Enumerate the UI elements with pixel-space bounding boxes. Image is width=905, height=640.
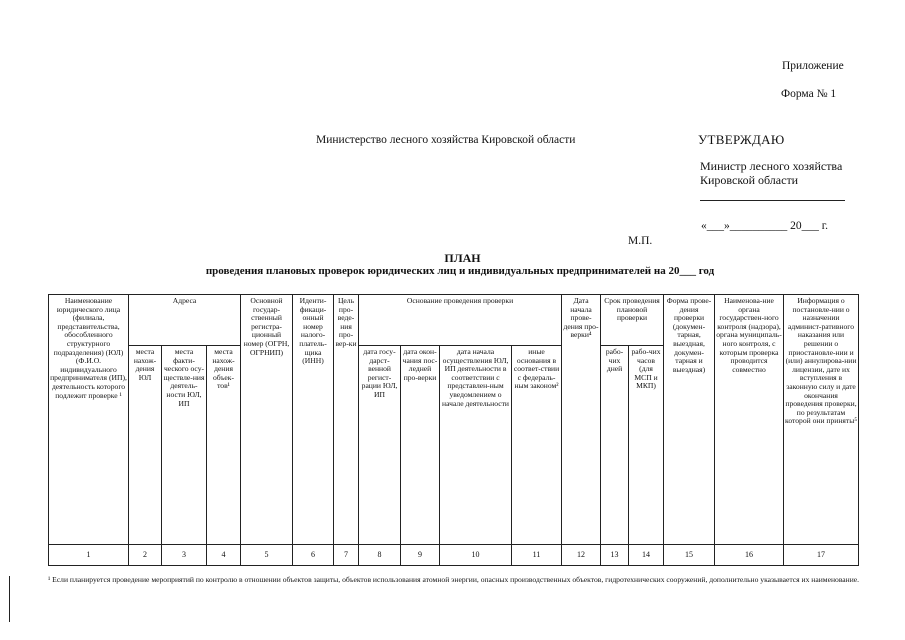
seal-place-label: М.П. — [628, 235, 653, 247]
col-header-inn: Иденти-фикаци-онный номер налого-платель-щика (ИНН) — [293, 295, 334, 545]
col-header-ogrn: Основной государ-ственный регистра-ционный номер (ОГРН, ОГРНИП) — [241, 295, 293, 545]
col-header-other-basis: иные основания в соответ-ствии с федераль-ным законом² — [512, 346, 562, 545]
approval-date-line: «___»__________ 20___ г. — [701, 220, 829, 232]
col-header-activity-start-date: дата начала осуществления ЮЛ, ИП деятельности в соответствии с представлен-ным уведомлением о начале деятельности — [440, 346, 512, 545]
column-number: 4 — [207, 545, 241, 566]
col-header-penalty-info: Информация о постановле-нии о назначении админист-ративного наказания или решении о приостановле-нии и (или) аннулирова-нии лицензии, дате их вступления в законную силу и дате окончания проведения проверки, по результатам которой они приняты⁵ — [784, 295, 859, 545]
column-number: 6 — [293, 545, 334, 566]
col-header-purpose: Цель про-веде-ния про-вер-ки — [334, 295, 359, 545]
col-header-entity-name: Наименование юридического лица (филиала, представительства, обособленного структурного подразделения) (ЮЛ) (Ф.И.О. индивидуального предпринимателя (ИП), деятельность которого подлежит проверке ¹ — [49, 295, 129, 545]
column-number: 11 — [512, 545, 562, 566]
plan-subtitle: проведения плановых проверок юридических лиц и индивидуальных предпринимателей на 20___ год — [205, 265, 715, 277]
approval-heading: УТВЕРЖДАЮ — [698, 132, 785, 147]
column-number: 16 — [715, 545, 784, 566]
column-number: 2 — [129, 545, 162, 566]
column-number: 14 — [629, 545, 664, 566]
approver-title-line1: Министр лесного хозяйства — [700, 159, 843, 173]
column-number: 10 — [440, 545, 512, 566]
col-header-term: Срок проведения плановой проверки — [601, 295, 664, 346]
column-number: 5 — [241, 545, 293, 566]
column-number: 15 — [664, 545, 715, 566]
form-number: Форма № 1 — [781, 88, 837, 100]
footnote: ¹ Если планируется проведение мероприятий по контролю в отношении объектов защиты, объектов использования атомной энергии, опасных производственных объектов, гидротехнических сооружений, дополнительно указывается их наименование. — [48, 575, 860, 584]
inspection-plan-table — [48, 294, 859, 566]
column-number: 17 — [784, 545, 859, 566]
col-header-form: Форма прове-дения проверки (докумен-тарная, выездная, докумен-тарная и выездная) — [664, 295, 715, 545]
column-number: 8 — [359, 545, 401, 566]
col-header-start-date: Дата начала прове-дения про-верки⁴ — [562, 295, 601, 545]
column-number: 12 — [562, 545, 601, 566]
approver-title-line2: Кировской области — [700, 173, 799, 187]
column-number: 7 — [334, 545, 359, 566]
col-header-actual-address: места факти-ческого осу-ществле-ния деятель-ности ЮЛ, ИП — [162, 346, 207, 545]
col-header-legal-address: места нахож-дения ЮЛ — [129, 346, 162, 545]
approver-block — [700, 159, 842, 187]
col-header-registration-date: дата госу-дарст-венной регист-рации ЮЛ, ИП — [359, 346, 401, 545]
margin-line — [9, 576, 10, 622]
column-number: 9 — [401, 545, 440, 566]
col-header-working-hours: рабо-чих часов (для МСП и МКП) — [629, 346, 664, 545]
plan-title: ПЛАН — [444, 251, 481, 265]
column-number: 13 — [601, 545, 629, 566]
ministry-name: Министерство лесного хозяйства Кировской области — [316, 134, 576, 146]
signature-line — [700, 200, 845, 201]
col-header-objects-address: места нахож-дения объек-тов¹ — [207, 346, 241, 545]
col-header-joint-authority: Наименова-ние органа государствен-ного контроля (надзора), органа муниципаль-ного контроля, с которым проверка проводится совместно — [715, 295, 784, 545]
col-header-basis: Основание проведения проверки — [359, 295, 562, 346]
column-number: 1 — [49, 545, 129, 566]
col-header-working-days: рабо-чих дней — [601, 346, 629, 545]
appendix-label: Приложение — [782, 60, 844, 72]
column-number: 3 — [162, 545, 207, 566]
col-header-addresses: Адреса — [129, 295, 241, 346]
col-header-last-inspection-date: дата окон-чания пос-ледней про-верки — [401, 346, 440, 545]
